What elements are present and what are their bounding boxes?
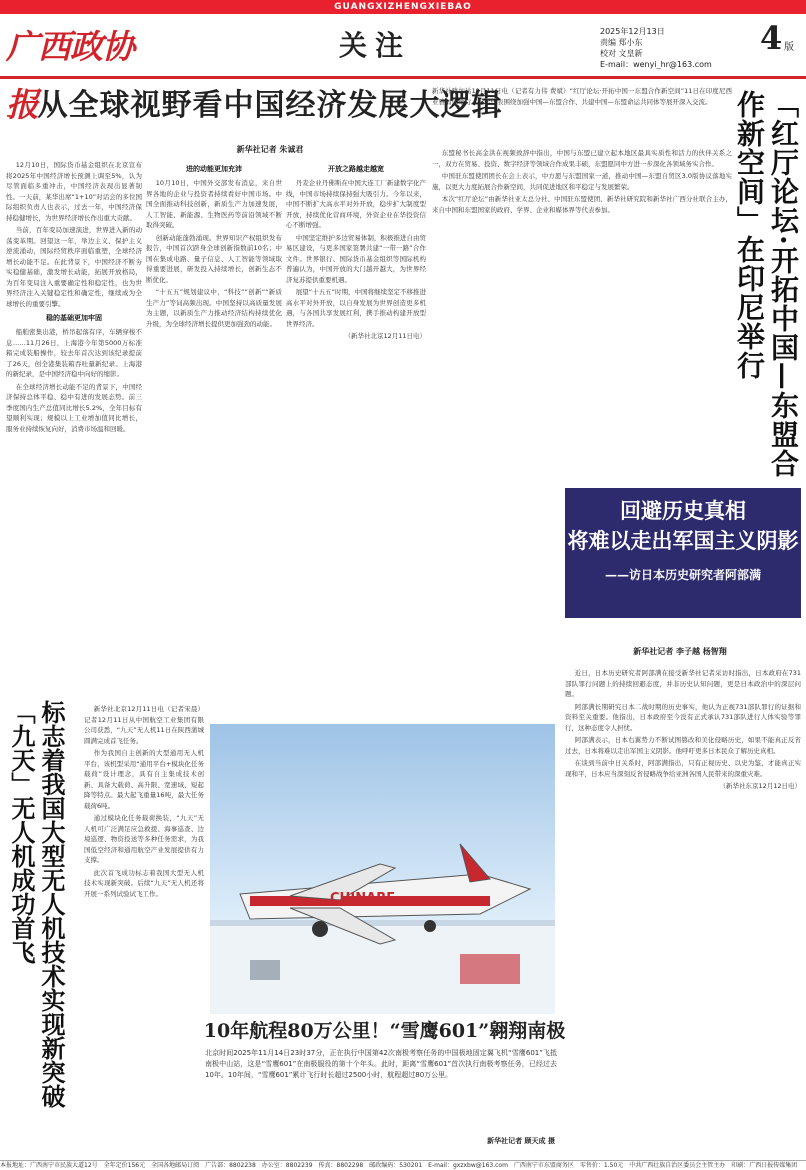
plane-illustration bbox=[210, 724, 555, 1014]
footer-bar: 本报地址：广西南宁市民族大道12号 全年定价156元 全国各地邮局订阅 广告部：8802238 办公室：8802239 传真：8802298 邮政编码：530201 E-mail：gxzxbw@163.com 广西南宁市东盟商务区 零售价：1.50元 中共广西壮族自治区委员会主管主办 印刷：广西日报传媒集团 bbox=[0, 1160, 806, 1170]
masthead-logo: 广西政协报 bbox=[6, 27, 134, 124]
issue-email[interactable]: E-mail：wenyi_hr@163.com bbox=[600, 60, 712, 69]
band-text: GUANGXIZHENGXIEBAO bbox=[334, 2, 472, 12]
lead-column-3 bbox=[286, 160, 426, 690]
paragraph: 在谈到当前中日关系时，阿部满指出，只有正视历史、以史为鉴，才能真正实现和平，日本应当深刻反省侵略战争给亚洲各国人民带来的深重灾难。 bbox=[565, 759, 801, 778]
lead-credit: （新华社北京12月11日电） bbox=[344, 332, 426, 340]
history-banner[interactable] bbox=[565, 488, 801, 618]
paragraph: 通过模块化任务载荷换装，“九天”无人机可广泛满足应急救援、海事巡查、边境巡逻、物资投送等多种任务需求，为我国低空经济和通用航空产业发展提供有力支撑。 bbox=[84, 814, 204, 864]
paragraph: 东盟秘书长高金洪在视频致辞中指出，中国与东盟已建立起本地区最具实质性和活力的伙伴关系之一，双方在贸易、投资、数字经济等领域合作成果丰硕，东盟愿同中方进一步深化各领域务实合作。 bbox=[432, 149, 732, 168]
issue-editor: 责编 郑小东 bbox=[600, 38, 643, 47]
paragraph: 本次“红厅论坛”由新华社亚太总分社、中国驻东盟使团、新华社研究院和新华社广西分社联合主办，来自中国和东盟国家的政府、学界、企业和媒体界等代表参加。 bbox=[432, 195, 732, 214]
banner-byline: 新华社记者 李子越 杨智翔 bbox=[633, 647, 727, 656]
lead-column-2 bbox=[146, 160, 282, 680]
paragraph: 10月10日，中国外交部发布消息，来自世界各地的企业与投资者持续看好中国市场。中国全面推动科技创新，新质生产力加速发展，人工智能、新能源、生物医药等前沿领域不断取得突破。 bbox=[146, 179, 282, 229]
paragraph: 在全球经济增长动能不足的背景下，中国经济保持总体平稳、稳中有进的发展态势。前三季度国内生产总值同比增长5.2%，全年目标有望顺利实现；规模以上工业增加值同比增长，服务业持续恢复向好，消费市场温和回暖。 bbox=[6, 382, 142, 433]
plane-text: CHINARE bbox=[330, 891, 396, 906]
paragraph: 创新动能蓬勃涌现。世界知识产权组织发布报告，中国首次跻身全球创新指数前10名；中国在集成电路、量子信息、人工智能等领域取得重要进展，研发投入持续增长，创新生态不断优化。 bbox=[146, 233, 282, 284]
banner-line-1: 回避历史真相 bbox=[620, 498, 746, 523]
issue-info bbox=[600, 26, 750, 70]
banner-line-2: 将难以走出军国主义阴影 bbox=[567, 528, 799, 553]
paragraph: 中国驻东盟使团团长在会上表示，中方愿与东盟国家一道，推动中国—东盟自贸区3.0版协议落地实施，以更大力度拓展合作新空间，共同促进地区和平稳定与发展繁荣。 bbox=[432, 172, 732, 191]
paragraph: 中国坚定维护多边贸易体制，积极推进自由贸易区建设，与更多国家签署共建“一带一路”合作文件。世界银行、国际货币基金组织等国际机构普遍认为，中国开放的大门越开越大，为世界经济复苏提供重要机遇。 bbox=[286, 233, 426, 284]
paragraph: 阿部满表示，日本右翼势力不断试图篡改和美化侵略历史，如果不能真正反省过去，日本将难以走出军国主义阴影。他呼吁更多日本民众了解历史真相。 bbox=[565, 736, 801, 755]
photo-headline[interactable]: 10年航程80万公里！“雪鹰601”翱翔南极 bbox=[203, 1020, 566, 1042]
banner-credit: （新华社东京12月12日电） bbox=[719, 782, 801, 790]
paragraph: 船舶密集出港，桥吊起落有序，车辆穿梭不息……11月26日，上海港今年第5000万标准箱完成装船操作，较去年首次达到该纪录提前了26天，创全港集装箱吞吐量新纪录。上海港的新纪录，是中国经济稳中向好的缩影。 bbox=[6, 328, 142, 378]
paragraph: 此次首飞成功标志着我国大型无人机技术实现新突破。后续“九天”无人机还将开展一系列试验试飞工作。 bbox=[84, 868, 204, 898]
paragraph: “十五五”规划建议中，“科技”“创新”“新质生产力”等词高频出现。中国坚持以高质量发展为主题，以新质生产力推动经济结构持续优化升级，为全球经济增长提供更加强劲的动能。 bbox=[146, 288, 282, 328]
forum-headline[interactable]: 「红厅论坛·开拓中国—东盟合作新空间」在印尼举行 bbox=[733, 90, 800, 478]
forum-intro: 新华社雅加达12月11日电（记者有力伟 费斌）“红厅论坛·开拓中国一东盟合作新空间”11日在印度尼西亚雅加达举行。与会代表围绕加强中国—东盟合作、共建中国—东盟命运共同体等展开深入交流。 bbox=[432, 87, 732, 106]
page-number: 4 bbox=[760, 19, 783, 57]
paragraph: 作为我国自主创新的大型通用无人机平台，该机型采用“通用平台+模块化任务载荷”设计理念，具有自主集成技术创新、具备大载荷、高升限、宽速域、短起降等特点。最大起飞重量16吨，最大任务载荷6吨。 bbox=[84, 749, 204, 810]
issue-date: 2025年12月13日 bbox=[600, 27, 665, 36]
lead-headline[interactable]: 从全球视野看中国经济发展大逻辑 bbox=[37, 88, 503, 123]
paragraph: 12月10日，国际货币基金组织在北京宣布将2025年中国经济增长预测上调至5%，认为尽管面临多重冲击，中国经济表现出显著韧性。一天前，某华出席“1+10”对话会的多位国际组织负责人也表示，过去一年，中国经济保持稳健增长，为世界经济增长作出重大贡献。 bbox=[6, 161, 142, 222]
paragraph: 当前，百年变局加速演进，世界进入新的动荡变革期。回望这一年，举边主义、保护主义逆流涌动，国际经贸秩序面临重塑，全球经济增长动能不足。在此背景下，中国经济不断夯实稳健基础，激发增长动能，拓展开放格局，为百年变局注入重要确定性和稳定性，也为世界经济注入关键稳定性和确定性，继续成为全球增长的重要引擎。 bbox=[6, 226, 142, 308]
section-title: 关注 bbox=[338, 29, 411, 62]
subhead-stable: 稳的基础更加牢固 bbox=[46, 314, 102, 322]
drone-headline[interactable]: 标志着我国大型无人机技术实现新突破「九天」无人机成功首飞 bbox=[7, 700, 66, 1108]
photo-byline: 新华社记者 顾天成 摄 bbox=[487, 1137, 555, 1145]
banner-body bbox=[565, 668, 801, 1148]
paragraph: 近日，日本历史研究者阿部满在接受新华社记者采访时指出，日本政府在731部队罪行问题上的持续回避态度，并非历史认知问题，更是日本政治中的深层问题。 bbox=[565, 669, 801, 698]
subhead-opening: 开放之路越走越宽 bbox=[328, 165, 384, 173]
issue-proof: 校对 文皇新 bbox=[600, 49, 643, 58]
forum-body bbox=[432, 148, 732, 478]
drone-body bbox=[84, 704, 204, 1144]
paragraph: 阿部满长期研究日本二战时期的历史事实，他认为正视731部队罪行的证据和资料至关重要。他指出，日本政府至今没有正式承认731部队进行人体实验等罪行，这种态度令人担忧。 bbox=[565, 702, 801, 732]
banner-line-3: ——访日本历史研究者阿部满 bbox=[604, 568, 761, 582]
paragraph: 展望“十五五”时期，中国将继续坚定不移推进高水平对外开放，以自身发展为世界创造更多机遇，与各国共享发展红利，携手推动构建开放型世界经济。 bbox=[286, 288, 426, 328]
page-label: 版 bbox=[784, 42, 794, 53]
header-rule bbox=[0, 76, 806, 79]
photo-caption: 北京时间2025年11月14日23时37分，正在执行中国第42次南极考察任务的中国极地固定翼飞机“雪鹰601”飞抵南极中山站，这是“雪鹰601”在南极服役的第十个年头。此时，距离“雪鹰601”首次执行南极考察任务，已经过去10年。10年间，“雪鹰601”累计飞行时长超过2500小时，航程超过80万公里。 bbox=[205, 1049, 557, 1079]
subhead-momentum: 进的动能更加充沛 bbox=[186, 165, 242, 173]
lead-byline: 新华社记者 朱诚君 bbox=[236, 145, 304, 154]
snow-eagle-photo bbox=[210, 724, 555, 1014]
paragraph: 新华社北京12月11日电（记者宋晨）记者12月11日从中国航空工业集团有限公司获悉，“九天”无人机11日在陕西蒲城圆满完成首飞任务。 bbox=[84, 705, 204, 745]
paragraph: 丹麦企业丹佛斯在中国大连工厂新建数字化产线，中国市场持续保持强大吸引力。今年以来，中国不断扩大高水平对外开放，稳步扩大制度型开放，持续优化营商环境，外资企业在华投资信心不断增强。 bbox=[286, 179, 426, 229]
lead-column-1 bbox=[6, 160, 142, 680]
